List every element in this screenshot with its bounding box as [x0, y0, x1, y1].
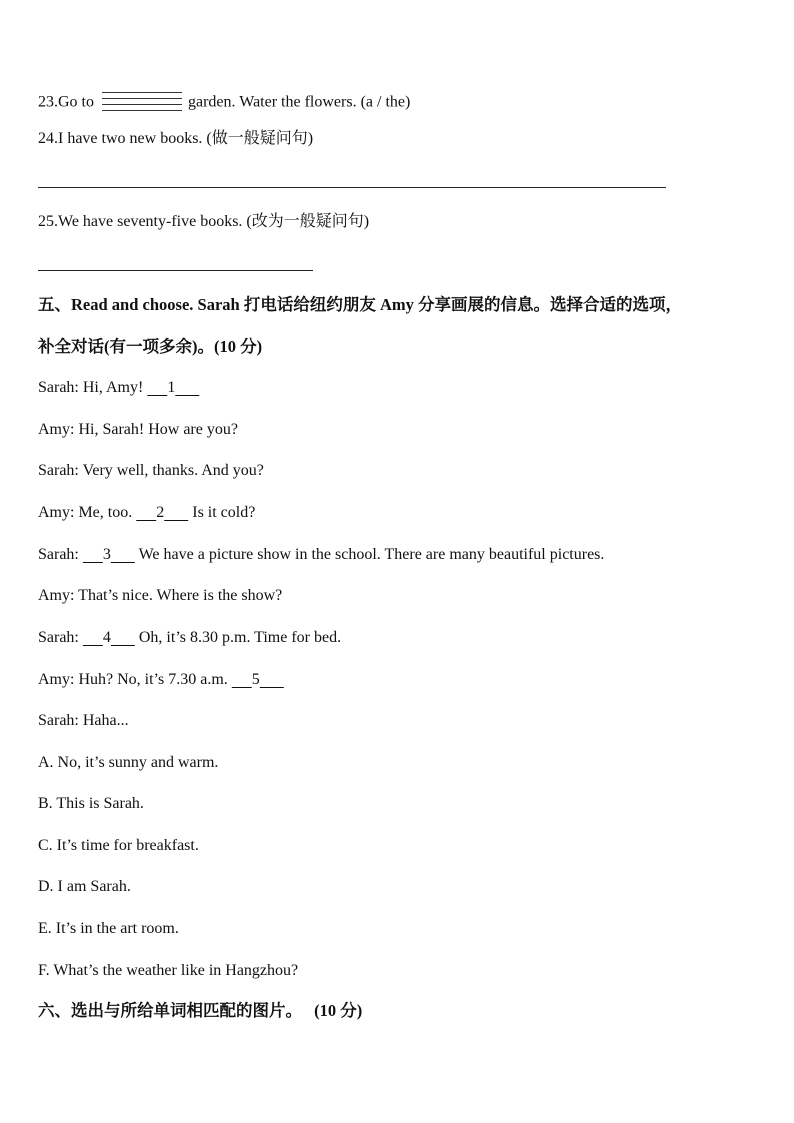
- dialog-line: [38, 586, 282, 606]
- dialog-text: Huh? No, it’s 7.30 a.m.: [78, 671, 228, 688]
- q23-before: 23.Go to: [38, 93, 94, 111]
- question-25: 25.We have seventy-five books. (改为一般疑问句): [38, 213, 370, 230]
- dialog-line: [38, 711, 129, 731]
- blank-number: 3: [102, 546, 111, 563]
- section-6-title-text: 六、选出与所给单词相匹配的图片。: [38, 1001, 302, 1020]
- dialog-text: That’s nice. Where is the show?: [78, 587, 283, 604]
- question-24: 24.I have two new books. (做一般疑问句): [38, 130, 314, 147]
- speaker-label: Amy:: [38, 504, 75, 521]
- speaker-label: Amy:: [38, 421, 75, 438]
- option-b[interactable]: B. This is Sarah.: [38, 795, 144, 812]
- option-c[interactable]: C. It’s time for breakfast.: [38, 837, 199, 854]
- speaker-label: Sarah:: [38, 462, 79, 479]
- q23-after: garden. Water the flowers. (a / the): [188, 93, 411, 111]
- option-a[interactable]: A. No, it’s sunny and warm.: [38, 754, 219, 771]
- dialog-text: We have a picture show in the school. There are many beautiful pictures.: [138, 546, 605, 563]
- dialog-text: Oh, it’s 8.30 p.m. Time for bed.: [138, 629, 342, 646]
- section-5-title-cont: 补全对话(有一项多余)。(10 分): [38, 337, 263, 356]
- section-6-title: [38, 1001, 362, 1021]
- q25-answer-line[interactable]: [38, 270, 313, 271]
- dialog-line: [38, 503, 255, 523]
- dialog-line: [38, 461, 264, 481]
- blank-4[interactable]: [83, 628, 135, 648]
- section-5-title: 五、Read and choose. Sarah 打电话给纽约朋友 Amy 分享画展的信息。选择合适的选项，: [38, 295, 682, 314]
- dialog-line: [38, 670, 284, 690]
- speaker-label: Sarah:: [38, 712, 79, 729]
- blank-3[interactable]: [83, 545, 135, 565]
- option-e[interactable]: E. It’s in the art room.: [38, 920, 179, 937]
- blank-number: 2: [156, 504, 165, 521]
- speaker-label: Sarah:: [38, 629, 79, 646]
- speaker-label: Sarah:: [38, 546, 79, 563]
- speaker-label: Sarah:: [38, 379, 79, 396]
- q23-answer-lines[interactable]: [102, 92, 182, 114]
- blank-5[interactable]: [232, 670, 284, 690]
- question-23: [38, 92, 410, 114]
- dialog-line: [38, 628, 341, 648]
- dialog-text: Hi, Amy!: [82, 379, 144, 396]
- dialog-text: Me, too.: [78, 504, 133, 521]
- dialog-line: [38, 545, 604, 565]
- option-d[interactable]: D. I am Sarah.: [38, 878, 131, 895]
- blank-1[interactable]: [147, 378, 199, 398]
- dialog-text: Very well, thanks. And you?: [82, 462, 264, 479]
- dialog-line: [38, 378, 199, 398]
- section-6-score: (10 分): [314, 1001, 363, 1020]
- blank-number: 5: [251, 671, 260, 688]
- option-f[interactable]: F. What’s the weather like in Hangzhou?: [38, 962, 299, 979]
- q24-answer-line[interactable]: [38, 187, 666, 188]
- speaker-label: Amy:: [38, 671, 75, 688]
- blank-number: 4: [102, 629, 111, 646]
- dialog-line: [38, 420, 238, 440]
- dialog-text: Hi, Sarah! How are you?: [78, 421, 238, 438]
- speaker-label: Amy:: [38, 587, 75, 604]
- blank-number: 1: [167, 379, 176, 396]
- blank-2[interactable]: [136, 503, 188, 523]
- dialog-text: Is it cold?: [192, 504, 256, 521]
- dialog-text: Haha...: [82, 712, 129, 729]
